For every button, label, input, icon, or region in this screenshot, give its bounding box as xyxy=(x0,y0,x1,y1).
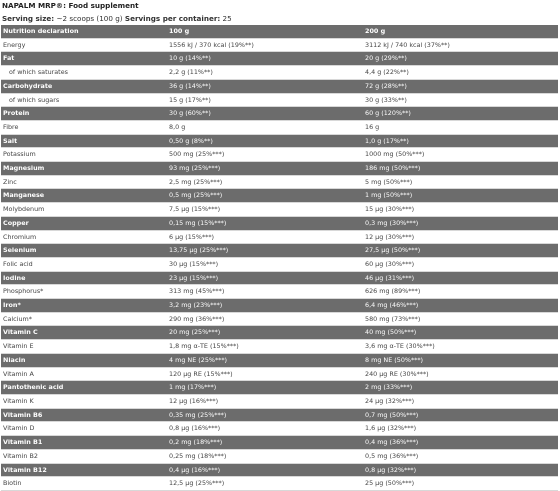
value-200g: 25 µg (50%***) xyxy=(363,477,558,491)
value-200g: 6,4 mg (46%***) xyxy=(363,299,558,313)
table-row xyxy=(1,381,558,395)
value-100g: 1,8 mg α-TE (15%***) xyxy=(167,340,363,354)
value-100g: 0,35 mg (25%***) xyxy=(167,408,363,422)
value-200g: 12 µg (30%***) xyxy=(363,230,558,244)
nutrition-table xyxy=(1,25,558,491)
nutrient-name: of which saturates xyxy=(1,66,167,80)
value-100g: 7,5 µg (15%***) xyxy=(167,203,363,217)
table-header-row xyxy=(1,25,558,38)
value-200g: 27,5 µg (50%***) xyxy=(363,244,558,258)
nutrient-name: Potassium xyxy=(1,148,167,162)
table-row xyxy=(1,285,558,299)
value-200g: 40 mg (50%***) xyxy=(363,326,558,340)
value-200g: 60 g (120%**) xyxy=(363,107,558,121)
value-100g: 8,0 g xyxy=(167,120,363,134)
value-100g: 313 mg (45%***) xyxy=(167,285,363,299)
value-200g: 0,4 mg (36%***) xyxy=(363,436,558,450)
table-row xyxy=(1,299,558,313)
value-100g: 20 mg (25%***) xyxy=(167,326,363,340)
value-200g: 0,3 mg (30%***) xyxy=(363,216,558,230)
value-100g: 4 mg NE (25%***) xyxy=(167,353,363,367)
table-row xyxy=(1,93,558,107)
nutrient-name: Magnesium xyxy=(1,162,167,176)
value-200g: 626 mg (89%***) xyxy=(363,285,558,299)
table-row xyxy=(1,148,558,162)
value-100g: 0,50 g (8%**) xyxy=(167,134,363,148)
value-200g: 3112 kJ / 740 kcal (37%**) xyxy=(363,38,558,52)
table-row xyxy=(1,422,558,436)
value-200g: 1000 mg (50%***) xyxy=(363,148,558,162)
table-row xyxy=(1,340,558,354)
table-row xyxy=(1,203,558,217)
value-100g: 10 g (14%**) xyxy=(167,52,363,66)
table-row xyxy=(1,175,558,189)
nutrient-name: Zinc xyxy=(1,175,167,189)
value-100g: 0,5 mg (25%***) xyxy=(167,189,363,203)
table-row xyxy=(1,312,558,326)
value-200g: 72 g (28%**) xyxy=(363,79,558,93)
header-200g: 200 g xyxy=(363,25,558,38)
nutrient-name: Vitamin K xyxy=(1,394,167,408)
value-200g: 1,0 g (17%**) xyxy=(363,134,558,148)
value-100g: 23 µg (15%***) xyxy=(167,271,363,285)
value-200g: 240 µg RE (30%***) xyxy=(363,367,558,381)
nutrient-name: Vitamin E xyxy=(1,340,167,354)
value-200g: 46 µg (31%***) xyxy=(363,271,558,285)
value-200g: 1,6 µg (32%***) xyxy=(363,422,558,436)
nutrient-name: Vitamin B1 xyxy=(1,436,167,450)
value-200g: 0,8 µg (32%***) xyxy=(363,463,558,477)
nutrient-name: Vitamin A xyxy=(1,367,167,381)
table-row xyxy=(1,230,558,244)
value-200g: 1 mg (50%***) xyxy=(363,189,558,203)
table-row xyxy=(1,408,558,422)
table-row xyxy=(1,189,558,203)
nutrient-name: Chromium xyxy=(1,230,167,244)
nutrient-name: Protein xyxy=(1,107,167,121)
value-100g: 30 g (60%**) xyxy=(167,107,363,121)
value-100g: 30 µg (15%***) xyxy=(167,257,363,271)
nutrient-name: Fat xyxy=(1,52,167,66)
serving-size-value: ~2 scoops (100 g) xyxy=(54,14,125,23)
servings-per-container-label: Servings per container: xyxy=(124,14,221,23)
nutrient-name: Calcium* xyxy=(1,312,167,326)
value-100g: 0,8 µg (16%***) xyxy=(167,422,363,436)
value-200g: 16 g xyxy=(363,120,558,134)
value-100g: 500 mg (25%***) xyxy=(167,148,363,162)
table-row xyxy=(1,134,558,148)
servings-per-container-value: 25 xyxy=(220,14,232,23)
value-100g: 6 µg (15%***) xyxy=(167,230,363,244)
value-200g: 20 g (29%**) xyxy=(363,52,558,66)
value-100g: 2,5 mg (25%***) xyxy=(167,175,363,189)
table-row xyxy=(1,162,558,176)
value-100g: 1556 kJ / 370 kcal (19%**) xyxy=(167,38,363,52)
value-100g: 120 µg RE (15%***) xyxy=(167,367,363,381)
header-nutrition-declaration: Nutrition declaration xyxy=(1,25,167,38)
table-row xyxy=(1,244,558,258)
nutrient-name: Selenium xyxy=(1,244,167,258)
table-row xyxy=(1,216,558,230)
nutrient-name: Molybdenum xyxy=(1,203,167,217)
nutrient-name: Phosphorus* xyxy=(1,285,167,299)
nutrient-name: Iron* xyxy=(1,299,167,313)
table-row xyxy=(1,326,558,340)
value-200g: 8 mg NE (50%***) xyxy=(363,353,558,367)
table-row xyxy=(1,367,558,381)
value-200g: 3,6 mg α-TE (30%***) xyxy=(363,340,558,354)
value-100g: 12 µg (16%***) xyxy=(167,394,363,408)
nutrient-name: Carbohydrate xyxy=(1,79,167,93)
table-row xyxy=(1,79,558,93)
table-row xyxy=(1,257,558,271)
table-row xyxy=(1,394,558,408)
nutrient-name: Manganese xyxy=(1,189,167,203)
nutrient-name: Vitamin C xyxy=(1,326,167,340)
nutrient-name: Vitamin B2 xyxy=(1,449,167,463)
table-row xyxy=(1,449,558,463)
nutrient-name: of which sugars xyxy=(1,93,167,107)
value-200g: 186 mg (50%***) xyxy=(363,162,558,176)
value-200g: 15 µg (30%***) xyxy=(363,203,558,217)
value-200g: 0,7 mg (50%***) xyxy=(363,408,558,422)
table-row xyxy=(1,463,558,477)
value-100g: 0,15 mg (15%***) xyxy=(167,216,363,230)
value-100g: 0,2 mg (18%***) xyxy=(167,436,363,450)
nutrient-name: Niacin xyxy=(1,353,167,367)
value-200g: 30 g (33%**) xyxy=(363,93,558,107)
value-100g: 15 g (17%**) xyxy=(167,93,363,107)
table-row xyxy=(1,353,558,367)
value-100g: 12,5 µg (25%***) xyxy=(167,477,363,491)
table-row xyxy=(1,38,558,52)
table-row xyxy=(1,120,558,134)
value-200g: 5 mg (50%***) xyxy=(363,175,558,189)
nutrient-name: Copper xyxy=(1,216,167,230)
value-100g: 1 mg (17%***) xyxy=(167,381,363,395)
value-200g: 4,4 g (22%**) xyxy=(363,66,558,80)
value-100g: 2,2 g (11%**) xyxy=(167,66,363,80)
page-title: NAPALM MRP®: Food supplement xyxy=(2,1,139,10)
nutrient-name: Salt xyxy=(1,134,167,148)
value-200g: 580 mg (73%***) xyxy=(363,312,558,326)
nutrient-name: Vitamin B6 xyxy=(1,408,167,422)
value-100g: 13,75 µg (25%***) xyxy=(167,244,363,258)
value-100g: 0,25 mg (18%***) xyxy=(167,449,363,463)
value-200g: 0,5 mg (36%***) xyxy=(363,449,558,463)
table-row xyxy=(1,66,558,80)
nutrient-name: Fibre xyxy=(1,120,167,134)
nutrient-name: Vitamin D xyxy=(1,422,167,436)
nutrient-name: Biotin xyxy=(1,477,167,491)
nutrient-name: Folic acid xyxy=(1,257,167,271)
nutrient-name: Iodine xyxy=(1,271,167,285)
table-row xyxy=(1,477,558,491)
table-row xyxy=(1,271,558,285)
serving-size-label: Serving size: xyxy=(2,14,55,23)
value-100g: 36 g (14%**) xyxy=(167,79,363,93)
serving-info xyxy=(2,14,232,23)
table-row xyxy=(1,107,558,121)
value-200g: 2 mg (33%***) xyxy=(363,381,558,395)
value-100g: 93 mg (25%***) xyxy=(167,162,363,176)
table-row xyxy=(1,52,558,66)
value-200g: 24 µg (32%***) xyxy=(363,394,558,408)
value-100g: 0,4 µg (16%***) xyxy=(167,463,363,477)
value-100g: 3,2 mg (23%***) xyxy=(167,299,363,313)
nutrient-name: Energy xyxy=(1,38,167,52)
table-row xyxy=(1,436,558,450)
nutrient-name: Vitamin B12 xyxy=(1,463,167,477)
header-100g: 100 g xyxy=(167,25,363,38)
value-100g: 290 mg (36%***) xyxy=(167,312,363,326)
value-200g: 60 µg (30%***) xyxy=(363,257,558,271)
nutrient-name: Pantothenic acid xyxy=(1,381,167,395)
